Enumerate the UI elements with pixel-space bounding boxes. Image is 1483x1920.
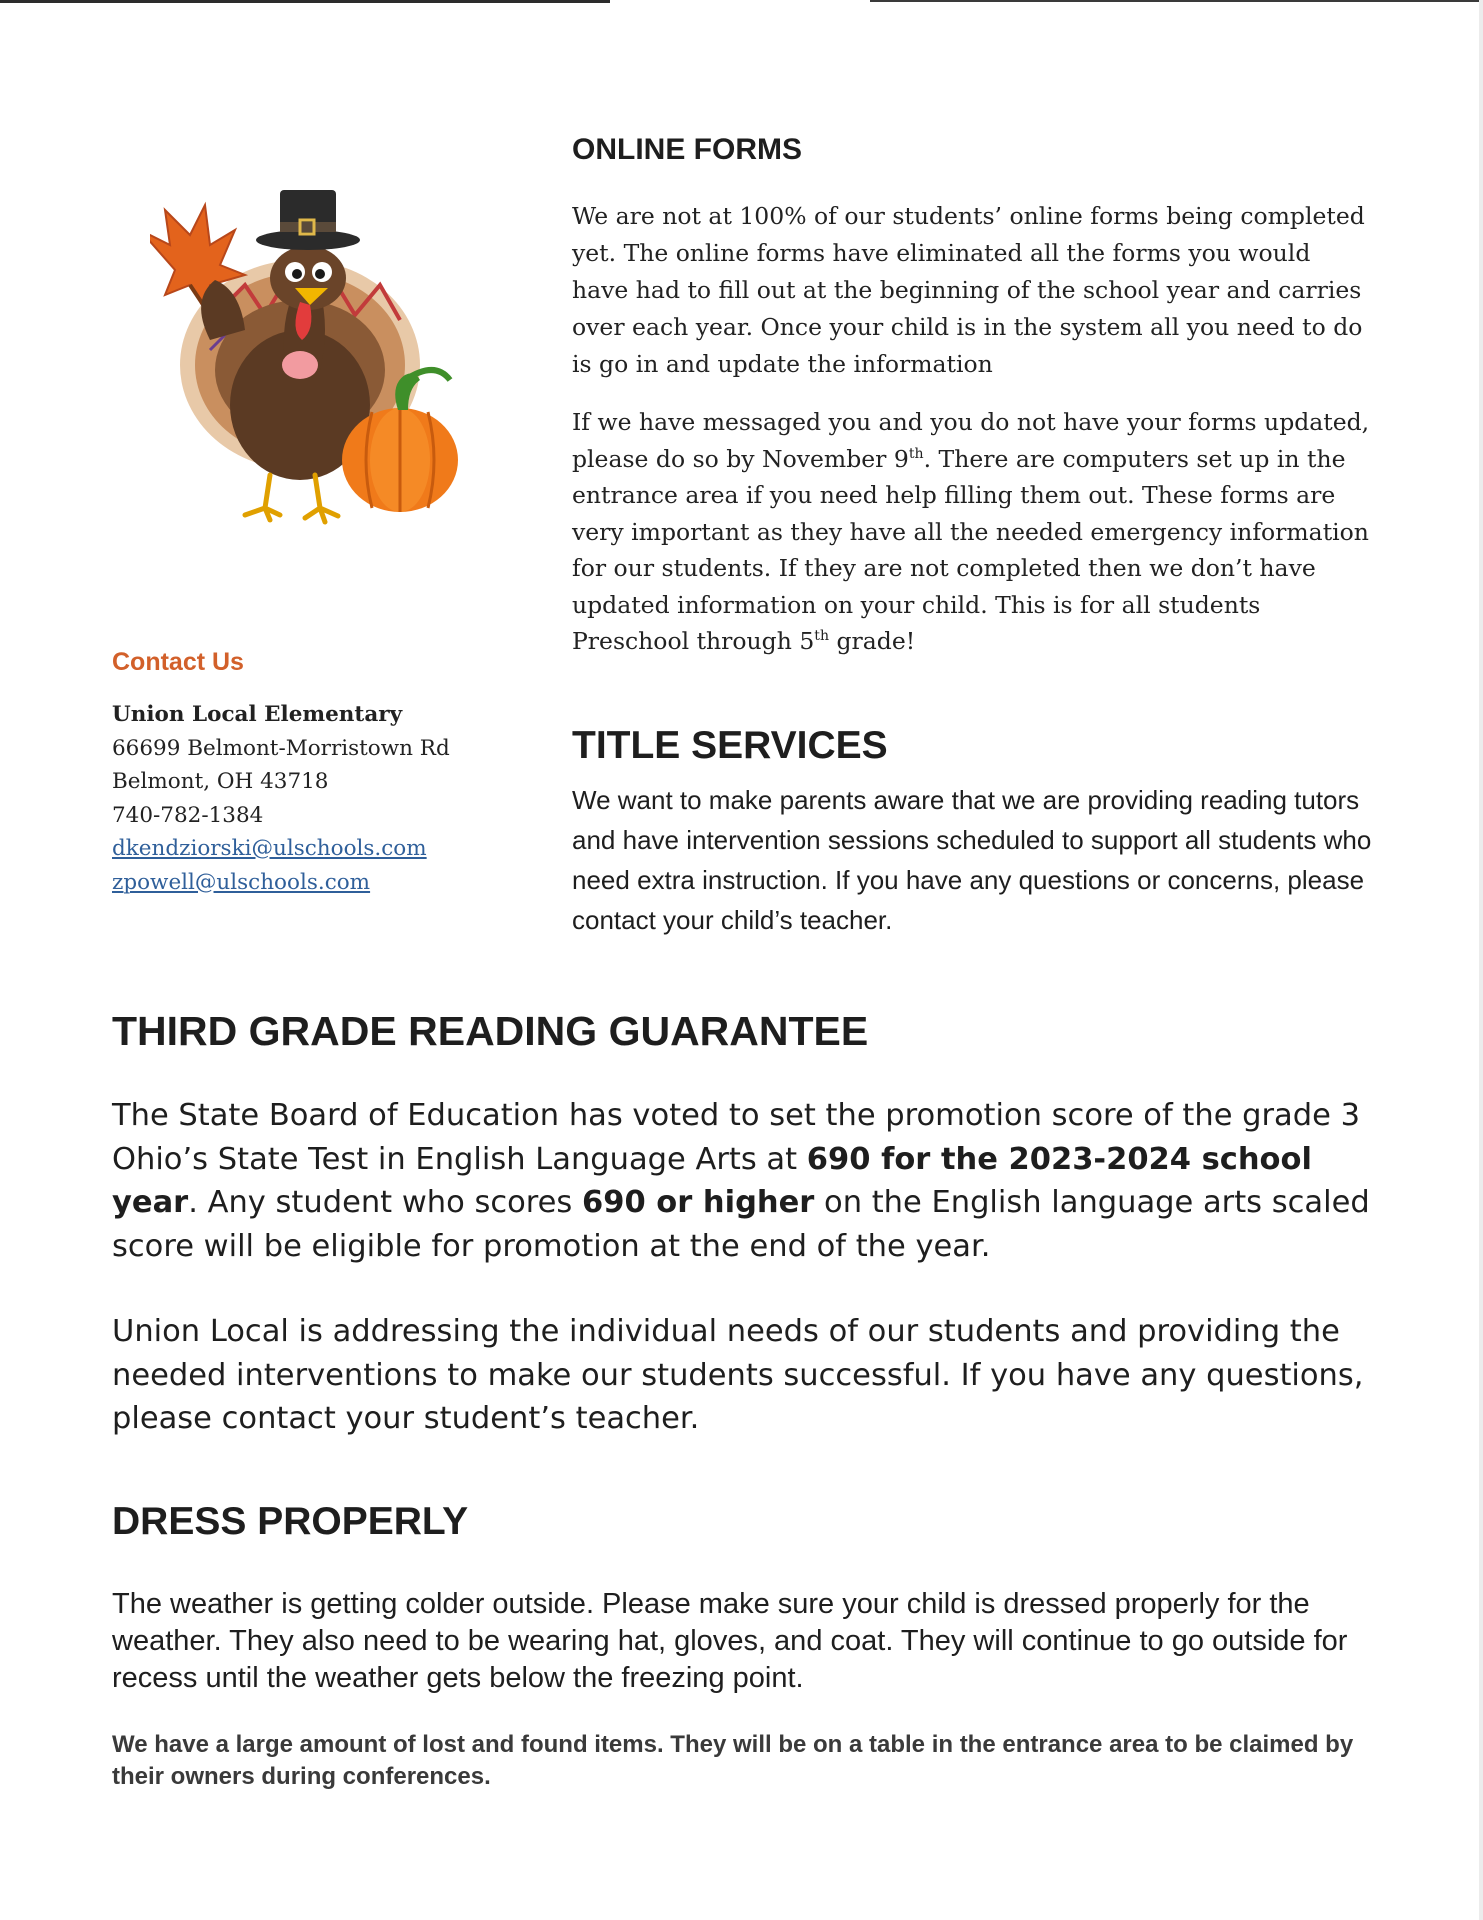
title-services-paragraph: We want to make parents aware that we are providing reading tutors and have intervention sessions scheduled to support all students who need extra instruction. If you have any questions or concerns, please contact your child’s teacher. — [572, 785, 1372, 935]
bold-score-year: 690 for the 2023-2024 school year — [112, 1141, 1312, 1220]
title-services-heading: TITLE SERVICES — [572, 724, 888, 767]
email-link-dkendziorski[interactable]: dkendziorski@ulschools.com — [112, 836, 427, 861]
scan-edge-top-right — [870, 0, 1483, 2]
bold-score-threshold: 690 or higher — [582, 1185, 815, 1220]
contact-info — [112, 698, 472, 899]
third-grade-paragraph-1 — [112, 1094, 1382, 1268]
dress-properly-paragraph: The weather is getting colder outside. Please make sure your child is dressed properly for the weather. They also need to be wearing hat, gloves, and coat. They will continue to go outside for recess until the weather gets below the freezing point. — [112, 1588, 1348, 1694]
school-name: Union Local Elementary — [112, 702, 403, 727]
email-link-zpowell[interactable]: zpowell@ulschools.com — [112, 869, 371, 895]
third-grade-paragraph-2: Union Local is addressing the individual needs of our students and providing the needed interventions to make our students successful. If you have any questions, please contact your student’s teacher. — [112, 1314, 1364, 1436]
contact-heading: Contact Us — [112, 648, 244, 676]
online-forms-heading: ONLINE FORMS — [572, 133, 802, 166]
scan-edge-right — [1479, 0, 1483, 1920]
online-forms-paragraph-1: We are not at 100% of our students’ online forms being completed yet. The online forms have eliminated all the forms you would have had to fill out at the beginning of the school year and carries over each year. Once your child is in the system all you need to do is go in and update the information — [572, 202, 1365, 378]
address-line-1: 66699 Belmont-Morristown Rd — [112, 735, 450, 761]
scan-edge-top-left — [0, 0, 610, 3]
phone-number: 740-782-1384 — [112, 802, 264, 828]
third-grade-heading: THIRD GRADE READING GUARANTEE — [112, 1008, 869, 1054]
ordinal-suffix: th — [814, 628, 830, 645]
dress-properly-heading: DRESS PROPERLY — [112, 1500, 469, 1543]
ordinal-suffix: th — [908, 445, 924, 462]
text-span: on the English language arts scaled score will be eligible for promotion at the end of the year. — [112, 1185, 1370, 1264]
text-span: The State Board of Education has voted to set the promotion score of the grade 3 Ohio’s State Test in English Language Arts at — [112, 1098, 1360, 1177]
text-span: If we have messaged you and you do not have your forms updated, please do so by November 9 — [572, 408, 1370, 473]
text-span: grade! — [829, 627, 916, 655]
turkey-illustration — [150, 190, 490, 530]
address-line-2: Belmont, OH 43718 — [112, 769, 329, 794]
pilgrim-hat — [256, 190, 360, 250]
text-span: . Any student who scores — [188, 1185, 582, 1220]
text-span: . There are computers set up in the entrance area if you need help filling them out. These forms are very important as they have all the needed emergency information for our students. If they are not completed then we don’t have updated information on your child. This is for all students Preschool through 5 — [572, 444, 1369, 655]
online-forms-paragraph-2 — [572, 404, 1372, 660]
lost-and-found-note: We have a large amount of lost and found items. They will be on a table in the entrance area to be claimed by their owners during conferences. — [112, 1731, 1354, 1790]
